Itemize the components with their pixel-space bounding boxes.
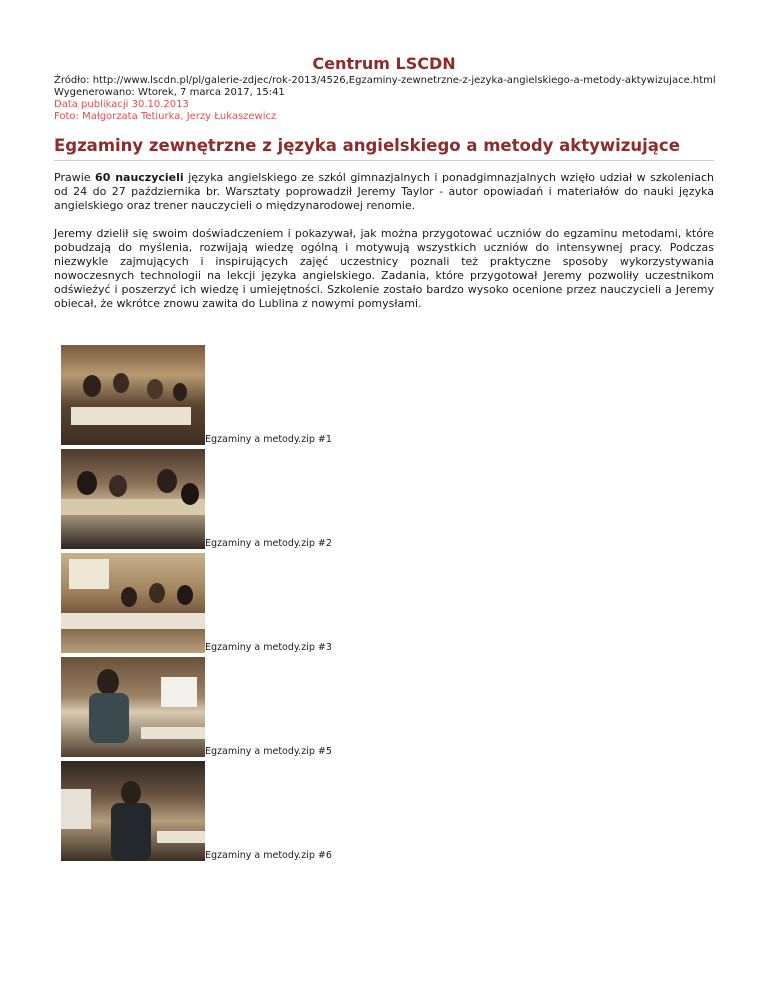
generated-line: Wygenerowano: Wtorek, 7 marca 2017, 15:41 bbox=[54, 87, 285, 98]
site-title: Centrum LSCDN bbox=[312, 54, 456, 73]
published-date: Data publikacji 30.10.2013 bbox=[54, 99, 189, 110]
p1-bold: 60 nauczycieli bbox=[95, 171, 184, 184]
gallery-caption: Egzaminy a metody.zip #1 bbox=[205, 434, 332, 445]
article-paragraph-2: Jeremy dzielił się swoim doświadczeniem i pokazywał, jak można przygotować uczniów do egzaminu metodami, które pobudzają do myślenia, rozwijają wiedzę ogólną i motywują wszystkich uczniów do intensywnej pracy. Podczas niezwykle zajmujących i inspirujących zajęć uczestnicy poznali też praktyczne sposoby wykorzystywania nowoczesnych technologii na lekcji języka angielskiego. Zadania, które przygotował Jeremy pozwoliły uczestnikom odświeżyć i poszerzyć ich wiedzę i umiejętności. Szkolenie zostało bardzo wysoko ocenione przez nauczycieli a Jeremy obiecał, że wkrótce znowu zawita do Lublina z nowymi pomysłami. bbox=[54, 227, 714, 310]
gallery-caption: Egzaminy a metody.zip #3 bbox=[205, 642, 332, 653]
gallery-caption: Egzaminy a metody.zip #6 bbox=[205, 850, 332, 861]
gallery-item bbox=[61, 655, 714, 759]
gallery-item bbox=[61, 551, 714, 655]
meta-block bbox=[54, 75, 714, 123]
gallery-photo[interactable] bbox=[61, 553, 205, 653]
gallery-item bbox=[61, 343, 714, 447]
gallery-photo[interactable] bbox=[61, 345, 205, 445]
gallery-caption: Egzaminy a metody.zip #2 bbox=[205, 538, 332, 549]
gallery-item bbox=[61, 447, 714, 551]
title-divider bbox=[54, 160, 714, 161]
gallery-item bbox=[61, 759, 714, 863]
document-page bbox=[54, 0, 714, 863]
gallery-photo[interactable] bbox=[61, 761, 205, 861]
article-paragraph-1 bbox=[54, 171, 714, 213]
gallery-photo[interactable] bbox=[61, 657, 205, 757]
source-line: Źródło: http://www.lscdn.pl/pl/galerie-zdjec/rok-2013/4526,Egzaminy-zewnetrzne-z-jezyka-angielskiego-a-metody-aktywizujace.html bbox=[54, 75, 716, 86]
p1-lead: Prawie bbox=[54, 171, 96, 184]
gallery-photo[interactable] bbox=[61, 449, 205, 549]
gallery-caption: Egzaminy a metody.zip #5 bbox=[205, 746, 332, 757]
photo-gallery bbox=[61, 343, 714, 863]
article-title: Egzaminy zewnętrzne z języka angielskiego a metody aktywizujące bbox=[54, 136, 680, 155]
p1-rest: języka angielskiego ze szkól gimnazjalnych i ponadgimnazjalnych wzięło udział w szkoleniach od 24 do 27 października br. Warsztaty poprowadził Jeremy Taylor - autor opowiadań i materiałów do nauki języka angielskiego oraz trener nauczycieli o międzynarodowej renomie. bbox=[54, 171, 714, 212]
photo-credit: Foto: Małgorzata Tetiurka, Jerzy Łukaszewicz bbox=[54, 111, 277, 122]
